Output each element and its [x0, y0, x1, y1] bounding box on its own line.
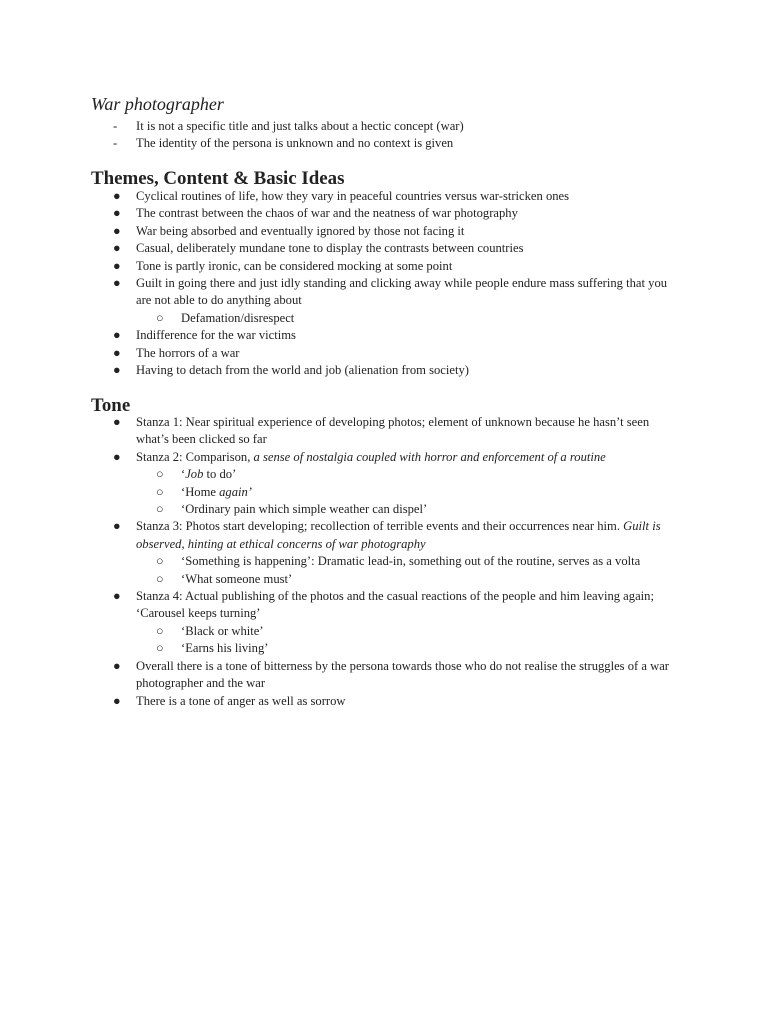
circle-bullet-icon: ○	[156, 310, 164, 325]
tone-text: Stanza 2: Comparison,	[136, 449, 254, 464]
quote-text: ‘Earns his living’	[181, 641, 269, 656]
bullet-icon: ●	[113, 519, 121, 534]
tone-text: photographer and the war	[136, 676, 266, 691]
bullet-icon: ●	[113, 449, 121, 464]
bullet-icon: ●	[113, 189, 121, 203]
tone-item	[91, 414, 681, 431]
bullet-icon: ●	[113, 415, 121, 429]
tone-continuation	[91, 536, 681, 553]
tone-text: Stanza 3: Photos start developing; recollection of terrible events and their occurrences near him.	[136, 519, 624, 534]
tone-text: Stanza 1: Near spiritual experience of developing photos; element of unknown because he hasn’t seen	[136, 415, 650, 429]
tone-text: There is a tone of anger as well as sorrow	[136, 693, 346, 708]
tone-continuation	[91, 431, 681, 448]
theme-text: Tone is partly ironic, can be considered mocking at some point	[136, 258, 453, 273]
circle-bullet-icon: ○	[156, 641, 164, 656]
tone-text: what’s been clicked so far	[136, 432, 267, 447]
dash-marker: -	[113, 136, 118, 151]
quote-rest: to do’	[203, 467, 237, 482]
theme-text: The contrast between the chaos of war and the neatness of war photography	[136, 206, 518, 221]
bullet-icon: ●	[113, 241, 121, 256]
theme-text: Having to detach from the world and job (alienation from society)	[136, 363, 469, 378]
circle-bullet-icon: ○	[156, 623, 164, 638]
bullet-icon: ●	[113, 658, 121, 673]
tone-item	[91, 658, 681, 675]
theme-item	[91, 345, 681, 362]
quote-italic: again’	[219, 484, 253, 499]
bullet-icon: ●	[113, 328, 121, 343]
tone-item	[91, 693, 681, 710]
circle-bullet-icon: ○	[156, 502, 164, 517]
themes-heading: Themes, Content & Basic Ideas	[91, 168, 345, 189]
bullet-icon: ●	[113, 276, 121, 291]
circle-bullet-icon: ○	[156, 484, 164, 499]
tone-subitem	[91, 501, 681, 518]
circle-bullet-icon: ○	[156, 467, 164, 482]
intro-text: The identity of the persona is unknown and no context is given	[136, 136, 454, 151]
tone-continuation	[91, 605, 681, 622]
tone-heading: Tone	[91, 395, 131, 416]
theme-text: are not able to do anything about	[136, 293, 302, 308]
tone-text: Overall there is a tone of bitterness by the persona towards those who do not realise the struggles of a war	[136, 658, 669, 673]
tone-italic-text: Guilt is	[623, 519, 661, 534]
quote-text: ‘Ordinary pain which simple weather can dispel’	[181, 502, 428, 517]
theme-text: Indifference for the war victims	[136, 328, 296, 343]
theme-text: War being absorbed and eventually ignored by those not facing it	[136, 223, 465, 238]
theme-item	[91, 258, 681, 275]
bullet-icon: ●	[113, 363, 121, 378]
theme-continuation	[91, 292, 681, 309]
theme-subitem	[91, 310, 681, 327]
intro-item	[91, 135, 681, 152]
theme-item	[91, 223, 681, 240]
tone-italic-text: a sense of nostalgia coupled with horror and enforcement of a routine	[253, 449, 606, 464]
quote-open: ‘	[181, 467, 186, 482]
quote-text: ‘What someone must’	[181, 571, 293, 586]
quote-text: ‘Something is happening’: Dramatic lead-in, something out of the routine, serves as a volta	[181, 554, 641, 569]
theme-text: Casual, deliberately mundane tone to display the contrasts between countries	[136, 241, 524, 256]
quote-text: ‘Black or white’	[181, 623, 264, 638]
tone-italic-text: observed, hinting at ethical concerns of war photography	[136, 536, 426, 551]
tone-continuation	[91, 675, 681, 692]
bullet-icon: ●	[113, 258, 121, 273]
theme-item	[91, 240, 681, 257]
theme-item	[91, 327, 681, 344]
tone-subitem	[91, 571, 681, 588]
tone-item	[91, 588, 681, 605]
theme-item	[91, 362, 681, 379]
tone-subitem	[91, 623, 681, 640]
theme-text: Cyclical routines of life, how they vary in peaceful countries versus war-stricken ones	[136, 189, 570, 203]
intro-text: It is not a specific title and just talks about a hectic concept (war)	[136, 119, 464, 133]
bullet-icon: ●	[113, 693, 121, 708]
theme-text: Guilt in going there and just idly standing and clicking away while people endure mass suffering that you	[136, 276, 668, 291]
tone-subitem	[91, 484, 681, 501]
tone-item	[91, 449, 681, 466]
theme-item	[91, 205, 681, 222]
theme-subtext: Defamation/disrespect	[181, 310, 295, 325]
circle-bullet-icon: ○	[156, 571, 164, 586]
tone-text: ‘Carousel keeps turning’	[136, 606, 261, 621]
bullet-icon: ●	[113, 345, 121, 360]
bullet-icon: ●	[113, 223, 121, 238]
tone-list	[91, 414, 681, 710]
theme-item	[91, 275, 681, 292]
dash-marker: -	[113, 119, 118, 133]
intro-item	[91, 118, 681, 135]
circle-bullet-icon: ○	[156, 554, 164, 569]
bullet-icon: ●	[113, 206, 121, 221]
quote-open: ‘Home	[181, 484, 220, 499]
tone-item	[91, 518, 681, 535]
tone-subitem	[91, 466, 681, 483]
tone-subitem	[91, 553, 681, 570]
themes-list	[91, 188, 681, 379]
quote-italic: Job	[185, 467, 204, 482]
tone-text: Stanza 4: Actual publishing of the photos and the casual reactions of the people and him leaving again;	[136, 589, 654, 604]
page-title: War photographer	[91, 94, 224, 114]
intro-list	[91, 118, 681, 153]
theme-item	[91, 188, 681, 205]
bullet-icon: ●	[113, 589, 121, 604]
tone-subitem	[91, 640, 681, 657]
theme-text: The horrors of a war	[136, 345, 240, 360]
